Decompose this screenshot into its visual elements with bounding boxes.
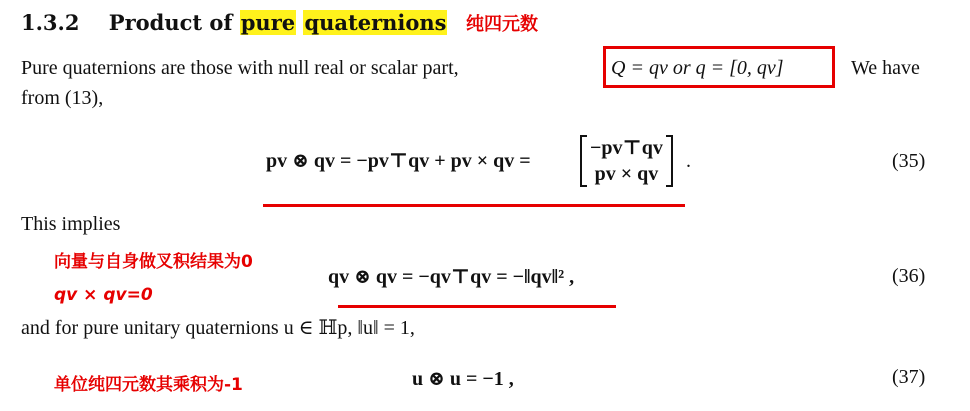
matrix-row-1: −pv⊤qv [590,137,663,159]
section-title-prefix: Product of [108,10,233,35]
section-title-highlight-quaternions: quaternions [304,10,447,35]
equation-37-number: (37) [892,366,926,388]
matrix-row-2: pv × qv [594,163,659,185]
paragraph-1-b: We have [851,57,920,79]
equation-35-lhs: pv ⊗ qv = −pv⊤qv + pv × qv = [266,150,531,172]
paragraph-2: and for pure unitary quaternions u ∈ ℍp, ‖u‖ = 1, [21,317,415,339]
section-number: 1.3.2 [21,10,80,35]
vector-cross-annotation: 向量与自身做叉积结果为0 [54,252,253,272]
cross-product-annotation: qv × qv=0 [54,285,153,305]
equation-36: qv ⊗ qv = −qv⊤qv = −‖qv‖² , [328,266,575,288]
section-title-highlight-pure: pure [240,10,296,35]
equation-37: u ⊗ u = −1 , [412,368,514,390]
paragraph-1-c: from (13), [21,87,104,109]
equation-36-number: (36) [892,265,926,287]
implies-text: This implies [21,213,121,235]
boxed-expression: Q = qv or q = [0, qv] [611,57,784,79]
title-annotation: 纯四元数 [466,14,538,35]
equation-35-matrix [580,135,673,187]
equation-35-tail: . [686,150,691,172]
equation-35-number: (35) [892,150,926,172]
unit-product-annotation: 单位纯四元数其乘积为-1 [54,375,243,395]
paragraph-1-a: Pure quaternions are those with null real or scalar part, [21,57,459,79]
section-heading [21,10,447,35]
equation-36-underline [338,305,616,308]
equation-35-underline [263,204,685,207]
